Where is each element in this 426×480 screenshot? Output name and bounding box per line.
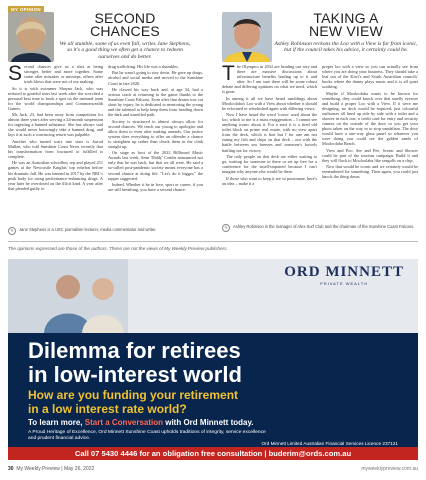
paragraph: Now I have heard the word 'iconic' used about the loo, which to me is a mass exaggeration – I cannot see anything iconic about it. For a start it is a tired old toilet block on prime real estate, with no view apart from the deck, which is fine but I for one am not eating my fish and chips on that deck – not with the battle between sea breezes and someone's bowels battling out for victory. <box>222 112 317 153</box>
ad-heritage-text: A Proud Heritage of Excellence, Ord Minnett Sunshine Coast upholds traditions of integrity, service excellence and prudent financial advice. <box>28 430 266 441</box>
section-tag: MY OPINION <box>8 6 44 13</box>
paragraph: So it is with swimmer Shayna Jack, who was reduced to grateful tears last week after she scorched a personal best time to book a spot on the national team for the world championships and Commonwealth Games. <box>8 85 103 111</box>
author-photo-jane <box>8 12 54 62</box>
paragraph: He was an Australian schoolboy rep and played 211 games at the Newcastle Knights' top echelon before his dramatic fall. He was banned in 2017 by the NRL's peak body for using performance-enhancing drugs. A year later he overdosed on the illicit kind. A year after that pleaded guilty to <box>8 160 103 191</box>
left-headline: SECOND CHANCES <box>90 10 160 39</box>
paragraph: In among it all we have heard rumblings about Mooloolaba's Loo with a View about whether it should be relocated or refurbished again with differing views. <box>222 95 317 111</box>
left-column-2 <box>108 64 203 193</box>
site-url[interactable]: myweeklypreview.com.au <box>361 466 418 472</box>
right-standfirst: Ashley Robinson reckons the Loo with a View is far from iconic, but if the council takes his advice, it certainly could be. <box>274 41 418 54</box>
paragraph: He clawed his way back and, at age 34, had a serious crack at returning to the game thanks to the Sunshine Coast Falcons. Even after that dream was cut short by injury, he is dedicated to mentoring the young and the talented to help keep them from heading down the dark and unsettled path. <box>108 86 203 118</box>
paragraph: The only people on that deck are either waiting to go, waiting for someone in there or set up free for a conference for the smell-impaired because I can't imagine why anyone else would be there. <box>222 153 317 175</box>
divider <box>8 241 418 242</box>
paragraph: Now that would be iconic and we certainly would be remembered for something. Then again, you could just knock the thing down. <box>322 164 418 180</box>
ad-photo-banner <box>8 259 418 333</box>
paragraph: Ms Jack, 23, had been away from competition for almost three years after serving a 24-month suspension for ingesting a banned substance. She has always said she would never knowingly take a banned drug, and lays it at such a convincing return was palpable. <box>8 112 103 138</box>
advertisement[interactable] <box>8 259 418 460</box>
right-author-bio <box>222 224 418 232</box>
page-footer: 30 My Weekly Preview | May 26, 2022 <box>8 466 95 472</box>
paragraph: But he wasn't going to stay down. He gave up drugs, alcohol and social media and moved to the Sunshine Coast in late 2020. <box>108 70 203 86</box>
paragraph: On stage as host of the 2022 Billboard Music Awards last week, Sean 'Diddy' Combs announced not only that he was back, but that we all were. He said a so-called post-pandemic society meant everyone has a second chance at doing life. "Let's do it bigger," the rapper suggested. <box>108 150 203 181</box>
ad-headline: Dilemma for retirees in low-interest world <box>28 338 242 387</box>
pen-icon: ✎ <box>8 227 16 235</box>
paragraph: View and Poo, See and Pee, Scenic and Shower could be part of the tourism campaign. Build it and they will flock to Mooloolaba like seagulls on a chip. <box>322 147 418 163</box>
paragraph: drug trafficking. His life was a shambles. <box>108 64 179 69</box>
left-column-1 <box>8 64 103 192</box>
left-author-bio <box>8 227 203 235</box>
left-dropcap: S <box>8 62 23 85</box>
bio-text: Ashley Robinson is the manager of Alex Surf Club and the chairman of the Sunshine Coast Falcons. <box>233 224 415 229</box>
paragraph: If those who want to keep it are so passionate, here's an idea – make it a <box>222 175 317 186</box>
paragraph: econd chances give us a shot at being stronger, better and more together. Some come after mistakes or missteps, others after trials blows that were not of our making. <box>24 64 103 85</box>
pen-icon: ✎ <box>222 224 230 232</box>
opinion-disclaimer: The opinions expressed are those of the authors. These are not the views of My Weekly Preview publishers. <box>8 246 228 251</box>
paragraph: Indeed. Whether it be in love, sport or career, if you are still breathing, you have a second chance. <box>108 181 203 193</box>
paragraph: Maybe if Mooloolaba wants to be known for something, they could knock over that smelly eyesore and build a proper Loo with a View. If it were me designing, no deck would be required; just colourful outhouses all lined up side by side with a toilet and a shower in each one, a credit card for entry and security camera on the outside of the door so you get your photo taken on the way in to stop vandalism. The door would have a one-way glass panel so whatever you were doing you could see the golden sands of Mooloolaba Beach. <box>322 90 418 147</box>
paragraph: Another who turned scars into stars is Jarrod Mullen, who told Sunshine Coast News recently that his transformation from fractured to fulfilled is complete. <box>8 138 103 159</box>
author-photo-ashley <box>222 12 272 62</box>
left-headline-block <box>58 12 192 60</box>
ad-contact-bar[interactable]: Call 07 5430 4446 for an obligation free consultation | buderim@ords.com.au <box>8 447 418 460</box>
right-headline-block <box>274 12 418 54</box>
bio-text: Jane Stephens is a USC journalism lecturer, media commentator and writer. <box>19 227 157 232</box>
right-column-2 <box>322 64 418 181</box>
left-standfirst: We all stumble, some of us even fall, writes Jane Stephens, so it's a good thing we often get a chance to redeem ourselves and do better. <box>59 41 191 60</box>
right-dropcap: T <box>222 62 235 85</box>
ad-licence: Ord Minnett Limited Australian Financial Services Licence 237121 <box>261 441 398 446</box>
paragraph: Society is structured to almost always allow for second chances. We teach our young to apologise and allow them to even after making amends. Our justice system does everything to offer an offender a chance to straighten up rather than chuck them in the clink straight up. <box>108 118 203 149</box>
paragraph: he Olympics in 2032 are heading our way and there are massive discussions about infrastructure benefits leading up to it and after. So I am sure there will be some robust debate and differing opinions on what we need, which is great. <box>222 64 317 95</box>
right-column-1 <box>222 64 317 187</box>
right-headline: TAKING A NEW VIEW <box>309 10 383 39</box>
ad-subhead: How are you funding your retirement in a low interest rate world? <box>28 388 239 416</box>
ad-cta[interactable]: To learn more, Start a Conversation with Ord Minnett today. <box>28 418 254 427</box>
paragraph: proper loo with a view so you can actually see from where you are doing your business. They should take a leaf out of the Kiwi's and South Australian councils' books where the dunny plays music and it is all quiet soothing. <box>322 64 418 90</box>
ord-minnett-logo: ORD MINNETT PRIVATE WEALTH <box>284 264 404 286</box>
